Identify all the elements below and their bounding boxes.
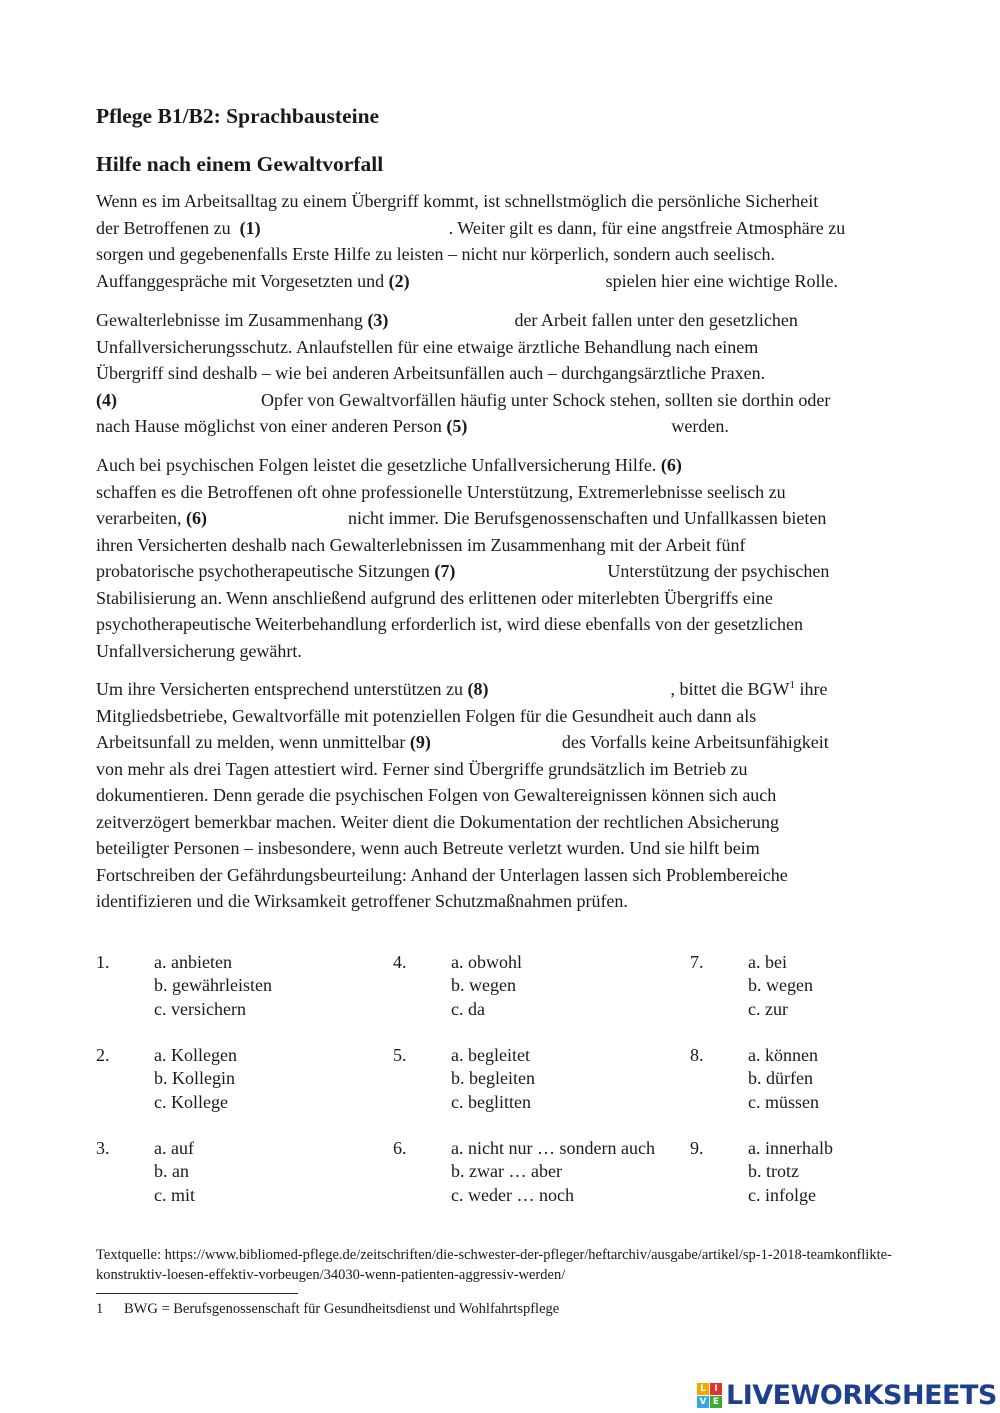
option-6a[interactable]: a. nicht nur … sondern auch bbox=[451, 1138, 655, 1158]
text-line: psychotherapeutische Weiterbehandlung erforderlich ist, wird diese ebenfalls von der gesetzlichen bbox=[96, 614, 803, 634]
option-7c[interactable]: c. zur bbox=[748, 998, 788, 1019]
liveworksheets-logo-text: LIVEWORKSHEETS bbox=[726, 1379, 997, 1411]
option-9a[interactable]: a. innerhalb bbox=[748, 1138, 833, 1158]
paragraph-1 bbox=[96, 188, 908, 294]
blank-7[interactable] bbox=[455, 558, 607, 580]
blank-6b[interactable] bbox=[207, 505, 348, 527]
text-line: sorgen und gegebenenfalls Erste Hilfe zu leisten – nicht nur körperlich, sondern auch seelisch. bbox=[96, 244, 775, 264]
footnote-text: BWG = Berufsgenossenschaft für Gesundheitsdienst und Wohlfahrtspflege bbox=[124, 1301, 560, 1317]
option-3c[interactable]: c. mit bbox=[154, 1184, 195, 1205]
paragraph-4 bbox=[96, 676, 908, 915]
question-number: 1. bbox=[96, 952, 110, 972]
option-9c[interactable]: c. infolge bbox=[748, 1184, 816, 1205]
text-line: Auffanggespräche mit Vorgesetzten und (2) spielen hier eine wichtige Rolle. bbox=[96, 268, 908, 295]
question-number: 3. bbox=[96, 1138, 110, 1158]
blank-7-label: (7) bbox=[434, 561, 456, 581]
question-number: 8. bbox=[690, 1045, 704, 1065]
blank-5-label: (5) bbox=[446, 416, 468, 436]
logo-tile: L bbox=[697, 1383, 709, 1395]
logo-tile: I bbox=[710, 1383, 722, 1395]
text-line: verarbeiten, (6) nicht immer. Die Berufsgenossenschaften und Unfallkassen bieten bbox=[96, 505, 908, 532]
logo-tile: E bbox=[710, 1396, 722, 1408]
question-number: 7. bbox=[690, 952, 704, 972]
blank-3[interactable] bbox=[388, 307, 514, 329]
text-line: Fortschreiben der Gefährdungsbeurteilung: Anhand der Unterlagen lassen sich Problembereiche bbox=[96, 864, 788, 885]
option-5a[interactable]: a. begleitet bbox=[451, 1045, 530, 1065]
answer-options bbox=[96, 951, 916, 1230]
blank-1[interactable] bbox=[261, 215, 449, 237]
question-number: 6. bbox=[393, 1138, 407, 1158]
option-1b[interactable]: b. gewährleisten bbox=[154, 975, 272, 996]
page-title: Pflege B1/B2: Sprachbausteine bbox=[96, 104, 380, 128]
section-title: Hilfe nach einem Gewaltvorfall bbox=[96, 152, 384, 176]
question-number: 9. bbox=[690, 1138, 704, 1158]
blank-8-label: (8) bbox=[467, 679, 489, 699]
option-2c[interactable]: c. Kollege bbox=[154, 1091, 228, 1112]
option-3b[interactable]: b. an bbox=[154, 1161, 189, 1182]
blank-2[interactable] bbox=[410, 268, 606, 290]
question-number: 2. bbox=[96, 1045, 110, 1065]
option-1c[interactable]: c. versichern bbox=[154, 998, 246, 1019]
text-line: zeitverzögert bemerkbar machen. Weiter dient die Dokumentation der rechtlichen Absicherung bbox=[96, 811, 779, 832]
question-number: 5. bbox=[393, 1045, 407, 1065]
option-3a[interactable]: a. auf bbox=[154, 1138, 194, 1158]
option-8c[interactable]: c. müssen bbox=[748, 1091, 819, 1112]
text-line: nach Hause möglichst von einer anderen Person (5) werden. bbox=[96, 413, 908, 440]
text-line: Mitgliedsbetriebe, Gewaltvorfälle mit potenziellen Folgen für die Gesundheit auch dann als bbox=[96, 705, 757, 726]
text-line: Unfallversicherungsschutz. Anlaufstellen für eine etwaige ärztliche Behandlung nach einem bbox=[96, 336, 759, 357]
blank-6a-label: (6) bbox=[660, 455, 682, 475]
text-line: Gewalterlebnisse im Zusammenhang (3) der Arbeit fallen unter den gesetzlichen bbox=[96, 307, 908, 334]
blank-6b-label: (6) bbox=[185, 508, 207, 528]
text-line: Übergriff sind deshalb – wie bei anderen Arbeitsunfällen auch – durchgangsärztliche Praxen. bbox=[96, 363, 766, 383]
options-row bbox=[96, 1137, 916, 1230]
option-4a[interactable]: a. obwohl bbox=[451, 952, 522, 972]
blank-4-label: (4) bbox=[96, 389, 117, 410]
option-2a[interactable]: a. Kollegen bbox=[154, 1045, 237, 1065]
liveworksheets-logo-icon bbox=[697, 1383, 722, 1408]
option-2b[interactable]: b. Kollegin bbox=[154, 1068, 235, 1089]
option-8b[interactable]: b. dürfen bbox=[748, 1068, 813, 1089]
blank-3-label: (3) bbox=[367, 310, 389, 330]
footnote-divider bbox=[96, 1293, 298, 1294]
paragraph-3 bbox=[96, 452, 908, 664]
blank-9-label: (9) bbox=[409, 732, 431, 752]
option-1a[interactable]: a. anbieten bbox=[154, 952, 232, 972]
option-7a[interactable]: a. bei bbox=[748, 952, 787, 972]
blank-6a[interactable] bbox=[682, 452, 742, 474]
text-line: Arbeitsunfall zu melden, wenn unmittelbar (9) des Vorfalls keine Arbeitsunfähigkeit bbox=[96, 729, 908, 756]
text-line: identifizieren und die Wirksamkeit getroffener Schutzmaßnahmen prüfen. bbox=[96, 891, 628, 911]
option-6c[interactable]: c. weder … noch bbox=[451, 1184, 574, 1205]
option-9b[interactable]: b. trotz bbox=[748, 1161, 799, 1182]
text-line: schaffen es die Betroffenen oft ohne professionelle Unterstützung, Extremerlebnisse seelisch zu bbox=[96, 481, 786, 502]
option-8a[interactable]: a. können bbox=[748, 1045, 818, 1065]
option-4b[interactable]: b. wegen bbox=[451, 975, 516, 996]
text-line: von mehr als drei Tagen attestiert wird. Ferner sind Übergriffe grundsätzlich im Betrieb zu bbox=[96, 758, 748, 779]
paragraph-2 bbox=[96, 307, 908, 440]
blank-4[interactable] bbox=[117, 387, 261, 409]
option-4c[interactable]: c. da bbox=[451, 998, 485, 1019]
options-row bbox=[96, 1044, 916, 1137]
text-line: Auch bei psychischen Folgen leistet die gesetzliche Unfallversicherung Hilfe. (6) bbox=[96, 452, 908, 479]
text-line: (4) Opfer von Gewaltvorfällen häufig unter Schock stehen, sollten sie dorthin oder bbox=[96, 387, 908, 414]
blank-9[interactable] bbox=[431, 729, 562, 751]
option-6b[interactable]: b. zwar … aber bbox=[451, 1161, 562, 1182]
text-line: der Betroffenen zu (1) . Weiter gilt es dann, für eine angstfreie Atmosphäre zu bbox=[96, 215, 908, 242]
text-line: ihren Versicherten deshalb nach Gewalterlebnissen im Zusammenhang mit der Arbeit fünf bbox=[96, 534, 746, 555]
footnote-number: 1 bbox=[96, 1301, 104, 1317]
footnote bbox=[96, 1299, 559, 1319]
text-line: beteiligter Personen – insbesondere, wenn auch Betreute verletzt wurden. Und sie hilft beim bbox=[96, 838, 760, 858]
option-7b[interactable]: b. wegen bbox=[748, 975, 813, 996]
options-row bbox=[96, 951, 916, 1044]
logo-tile: V bbox=[697, 1396, 709, 1408]
option-5b[interactable]: b. begleiten bbox=[451, 1068, 535, 1089]
blank-1-label: (1) bbox=[239, 217, 261, 238]
text-line: Unfallversicherung gewährt. bbox=[96, 640, 302, 661]
text-line: Stabilisierung an. Wenn anschließend aufgrund des erlittenen oder miterlebten Übergriffs eine bbox=[96, 587, 773, 608]
blank-8[interactable] bbox=[489, 676, 671, 698]
text-line: Wenn es im Arbeitsalltag zu einem Übergriff kommt, ist schnellstmöglich die persönliche Sicherheit bbox=[96, 191, 819, 211]
text-line: probatorische psychotherapeutische Sitzungen (7) Unterstützung der psychischen bbox=[96, 558, 908, 585]
option-5c[interactable]: c. beglitten bbox=[451, 1091, 531, 1112]
text-source: Textquelle: https://www.bibliomed-pflege.de/zeitschriften/die-schwester-der-pfleger/heftarchiv/ausgabe/artikel/sp-1-2018-teamkonflikte-konstruktiv-loesen-effektiv-vorbeugen/34030-wenn-patienten-aggressiv-werden/ bbox=[96, 1247, 892, 1283]
footnote-ref: 1 bbox=[789, 679, 796, 691]
blank-2-label: (2) bbox=[388, 270, 410, 291]
text-line: dokumentieren. Denn gerade die psychischen Folgen von Gewaltereignissen können sich auch bbox=[96, 785, 777, 805]
question-number: 4. bbox=[393, 952, 407, 972]
liveworksheets-logo[interactable] bbox=[697, 1377, 997, 1413]
blank-5[interactable] bbox=[467, 413, 671, 435]
text-line: Um ihre Versicherten entsprechend unterstützen zu (8) , bittet die BGW$^1$ ihre bbox=[96, 676, 908, 703]
